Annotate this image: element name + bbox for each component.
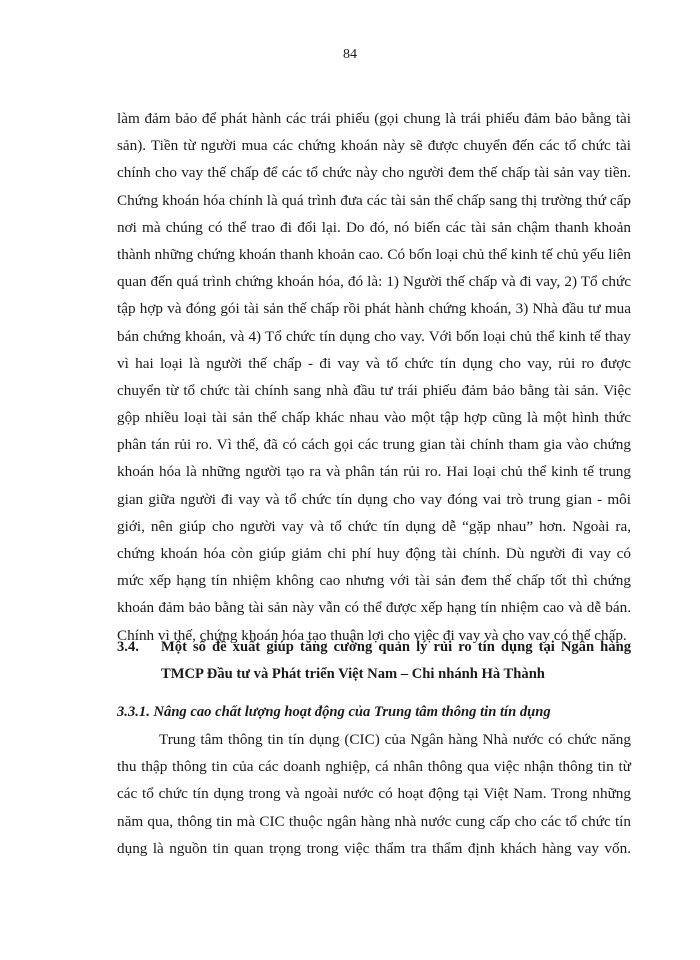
text-line: khoán hóa là những người tạo ra và phân tán rủi ro. Hai loại chủ thể kinh tế trung [117,463,631,481]
text-line: chuyển từ tổ chức tài chính sang nhà đầu tư trái phiếu đảm bảo bằng tài sản. Việc [117,381,631,399]
text-line: chính cho vay thế chấp để các tổ chức này cho người đem thế chấp tài sản vay tiền. [117,164,631,182]
section-title [161,634,631,688]
page-number: 84 [343,47,357,62]
section-title-line: TMCP Đầu tư và Phát triển Việt Nam – Chi nhánh Hà Thành [161,666,545,682]
text-line: tập hợp và đóng gói tài sản thế chấp rồi phát hành chứng khoán, 3) Nhà đầu tư mua [117,300,631,318]
text-line: nơi mà chúng có thể trao đi đổi lại. Do đó, nó biến các tài sản chậm thanh khoản [117,218,631,236]
body-paragraph-2 [117,726,631,862]
text-line: làm đảm bảo để phát hành các trái phiếu (gọi chung là trái phiếu đảm bảo bằng tài [117,110,631,127]
text-line: chứng khoán hóa còn giúp giảm chi phí huy động tài chính. Dù người đi vay có [117,545,631,562]
text-line: thành những chứng khoán thanh khoản cao. Có bốn loại chủ thể kinh tế chủ yếu liên [117,245,631,263]
section-number: 3.4. [117,639,139,655]
text-line: thu thập thông tin của các doanh nghiệp, cá nhân thông qua việc nhận thông tin từ [117,758,631,776]
text-line: khoán đảm bảo bằng tài sản này vẫn có thể được xếp hạng tín nhiệm cao và dễ bán. [117,599,631,617]
body-paragraph-1 [117,105,631,649]
text-line: giới, nên giúp cho người vay và tổ chức tín dụng dễ “gặp nhau” hơn. Ngoài ra, [117,517,631,535]
text-line: Chính vì thế, chứng khoán hóa tạo thuận lợi cho việc đi vay và cho vay có thế chấp. [117,626,627,644]
text-line: vì hai loại là người thế chấp - đi vay và tổ chức tín dụng cho vay, rủi ro được [117,354,631,372]
text-line: Trung tâm thông tin tín dụng (CIC) của Ngân hàng Nhà nước có chức năng [159,731,631,748]
text-line: gộp nhiều loại tài sản thế chấp khác nhau vào một tập hợp cũng là một hình thức [117,409,631,427]
text-line: mức xếp hạng tín nhiệm không cao nhưng với tài sản đem thế chấp tốt thì chứng [117,572,631,590]
text-line: quan đến quá trình chứng khoán hóa, đó là: 1) Người thế chấp và đi vay, 2) Tổ chức [117,273,631,291]
text-line: bán chứng khoán, và 4) Tổ chức tín dụng cho vay. Với bốn loại chủ thể kinh tế thay [117,327,631,345]
text-line: phân tán rủi ro. Vì thế, đã có cách gọi các trung gian tài chính tham gia vào chứng [117,436,631,454]
text-line: năm qua, thông tin mà CIC thuộc ngân hàng nhà nước cung cấp cho các tổ chức tín [117,812,631,830]
text-line: Chứng khoán hóa chính là quá trình đưa các tài sản thế chấp sang thị trường thứ cấp [117,191,631,209]
section-title-line: Một số đề xuất giúp tăng cường quản lý rủi ro tín dụng tại Ngân hàng [161,639,631,655]
text-line: các tổ chức tín dụng trong và ngoài nước có hoạt động tại Việt Nam. Trong những [117,785,631,803]
text-line: dụng là nguồn tin quan trọng trong việc thẩm tra thẩm định khách hàng vay vốn. [117,839,631,857]
subsection-heading: 3.3.1. Nâng cao chất lượng hoạt động của Trung tâm thông tin tín dụng [117,704,551,720]
text-line: gian giữa người đi vay và tổ chức tín dụng cho vay đóng vai trò trung gian - môi [117,490,631,508]
text-line: sản). Tiền từ người mua các chứng khoán này sẽ được chuyển đến các tổ chức tài [117,137,631,155]
